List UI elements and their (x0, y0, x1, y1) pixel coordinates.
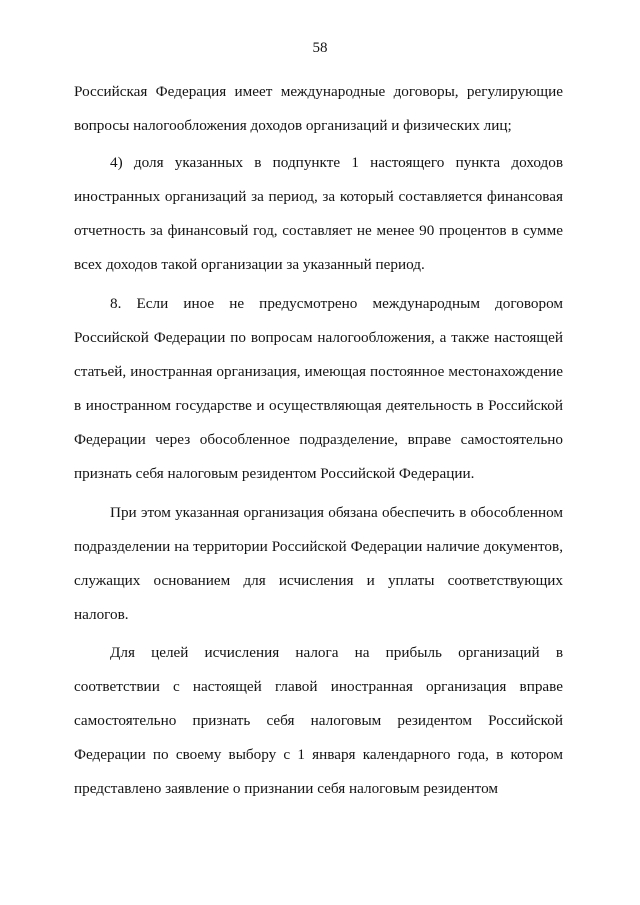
page-number: 58 (312, 40, 328, 56)
paragraph-item-4: 4) доля указанных в подпункте 1 настоящего пункта доходов иностранных организаций за период, за который составляется финансовая отчетность за финансовый год, составляет не менее 90 процентов в сумме всех доходов такой организации за указанный период. (74, 154, 563, 273)
paragraph-documents-obligation: При этом указанная организация обязана обеспечить в обособленном подразделении на территории Российской Федерации наличие документов, служащих основанием для исчисления и уплаты соответствующих налогов. (74, 504, 563, 623)
paragraph-continuation: Российская Федерация имеет международные договоры, регулирующие вопросы налогообложения доходов организаций и физических лиц; (74, 83, 563, 134)
document-body (74, 75, 563, 806)
paragraph-profit-tax-residency: Для целей исчисления налога на прибыль организаций в соответствии с настоящей главой иностранная организация вправе самостоятельно признать себя налоговым резидентом Российской Федерации по своему выбору с 1 января календарного года, в котором представлено заявление о признании себя налоговым резидентом (74, 644, 563, 797)
paragraph-clause-8: 8. Если иное не предусмотрено международным договором Российской Федерации по вопросам налогообложения, а также настоящей статьей, иностранная организация, имеющая постоянное местонахождение в иностранном государстве и осуществляющая деятельность в Российской Федерации через обособленное подразделение, вправе самостоятельно признать себя налоговым резидентом Российской Федерации. (74, 295, 563, 482)
